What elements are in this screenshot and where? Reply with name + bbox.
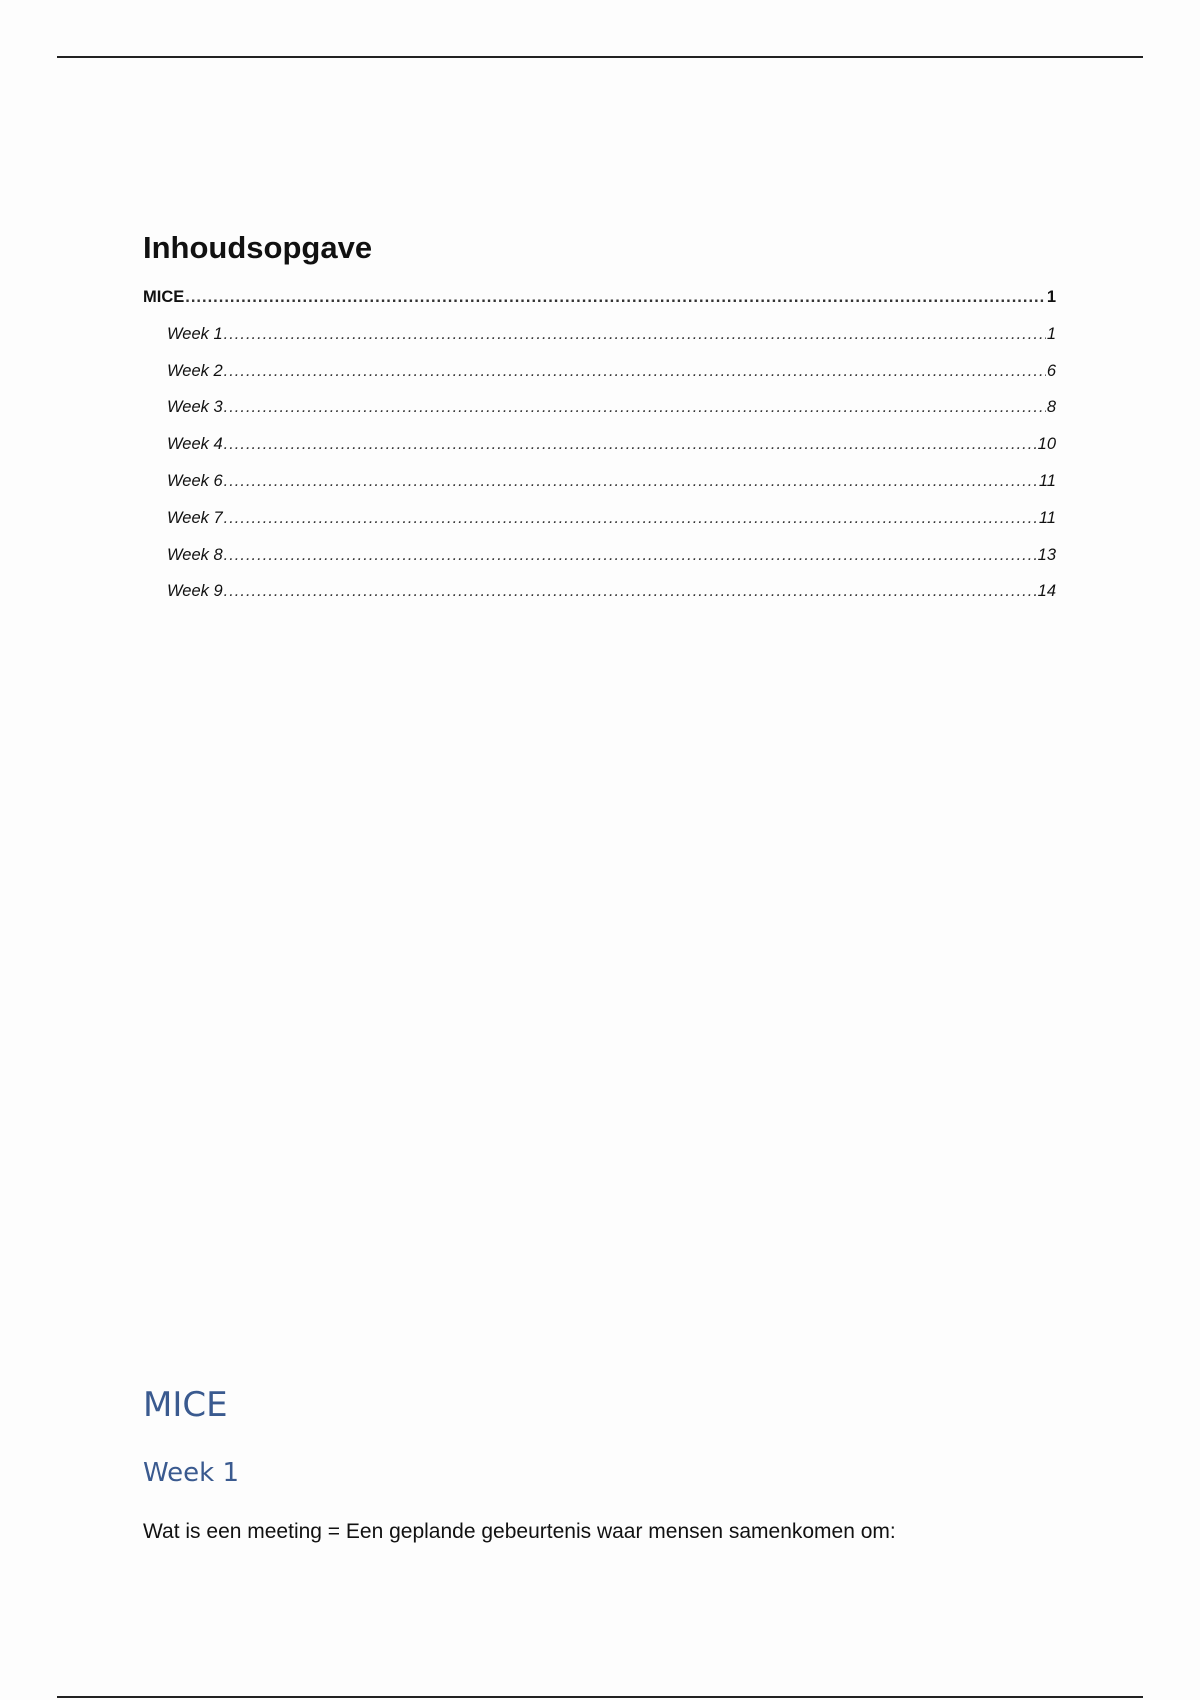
toc-entry-week-1[interactable] <box>143 325 1056 362</box>
footer-rule <box>57 1696 1143 1698</box>
toc-leader-dots <box>224 546 1037 565</box>
toc-entry-label: Week 4 <box>167 435 223 454</box>
heading-week-1: Week 1 <box>143 1458 240 1488</box>
toc-entry-page: 13 <box>1037 545 1056 564</box>
toc-entry-label: Week 9 <box>167 582 223 601</box>
toc-entry-week-4[interactable] <box>143 435 1056 472</box>
toc-entry-page: 11 <box>1038 471 1056 490</box>
toc-entry-mice[interactable] <box>143 288 1056 325</box>
toc-entry-label: Week 2 <box>167 361 223 380</box>
toc-entry-week-2[interactable] <box>143 362 1056 399</box>
toc-entry-label: Week 8 <box>167 545 223 564</box>
toc-leader-dots <box>185 288 1046 307</box>
toc-leader-dots <box>224 509 1038 528</box>
toc-entry-label: Week 3 <box>167 398 223 417</box>
toc-entry-label: MICE <box>143 288 185 306</box>
table-of-contents <box>143 288 1056 619</box>
toc-entry-label: Week 6 <box>167 471 223 490</box>
toc-entry-week-7[interactable] <box>143 509 1056 546</box>
toc-leader-dots <box>224 582 1037 601</box>
toc-entry-page: 6 <box>1046 361 1056 380</box>
toc-entry-week-6[interactable] <box>143 472 1056 509</box>
toc-entry-page: 1 <box>1046 324 1056 343</box>
toc-entry-page: 10 <box>1037 435 1056 454</box>
toc-entry-week-9[interactable] <box>143 582 1056 619</box>
toc-entry-page: 14 <box>1037 582 1056 601</box>
toc-entry-page: 1 <box>1046 288 1056 306</box>
toc-entry-label: Week 7 <box>167 508 223 527</box>
header-rule <box>57 56 1143 58</box>
toc-entry-page: 11 <box>1038 508 1056 527</box>
toc-leader-dots <box>224 325 1046 344</box>
toc-leader-dots <box>224 435 1037 454</box>
toc-title: Inhoudsopgave <box>143 230 373 265</box>
toc-entry-label: Week 1 <box>167 324 223 343</box>
body-paragraph: Wat is een meeting = Een geplande gebeurtenis waar mensen samenkomen om: <box>143 1520 896 1543</box>
toc-leader-dots <box>224 398 1046 417</box>
toc-entry-week-8[interactable] <box>143 546 1056 583</box>
toc-leader-dots <box>224 472 1038 491</box>
toc-entry-week-3[interactable] <box>143 398 1056 435</box>
toc-leader-dots <box>224 362 1046 381</box>
heading-mice: MICE <box>143 1385 228 1425</box>
toc-entry-page: 8 <box>1046 398 1056 417</box>
